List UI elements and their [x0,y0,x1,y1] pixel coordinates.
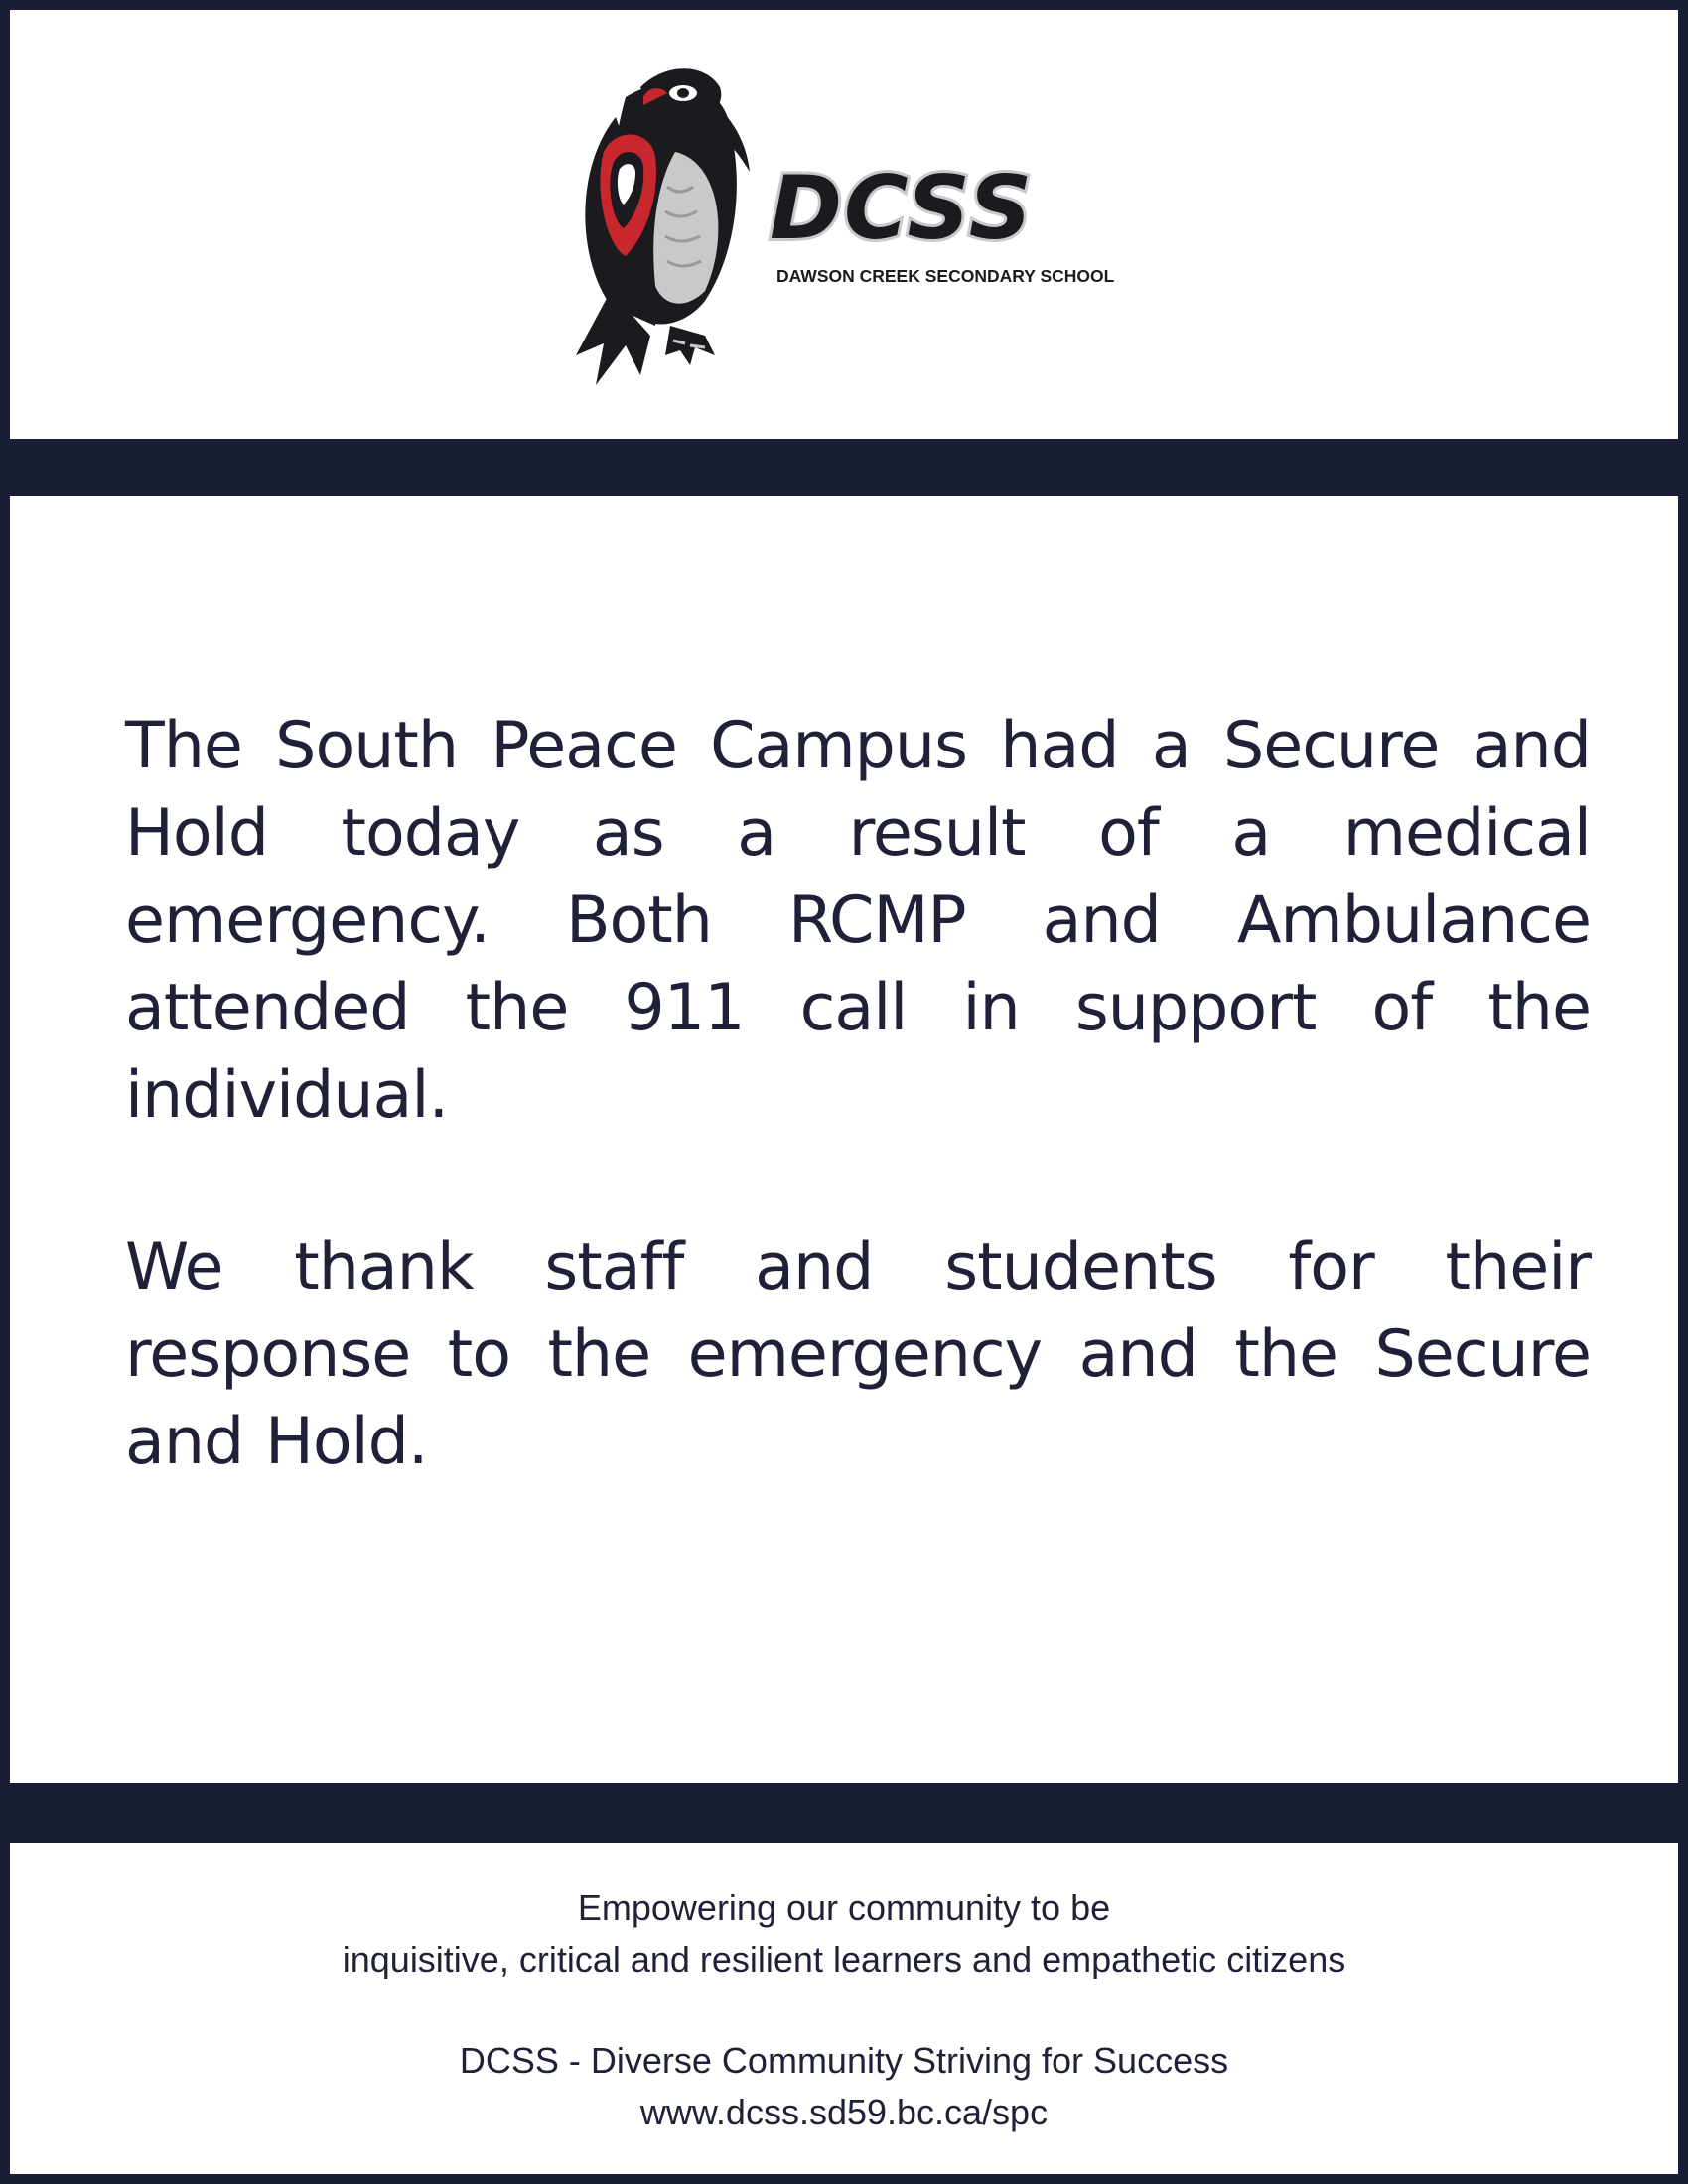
notice-paragraph: The South Peace Campus had a Secure and Hold today as a result of a medical emergency. Both RCMP and Ambulance attended the 911 call in support of the individual. [125,709,1591,1133]
header-panel [10,10,1678,439]
footer-url: www.dcss.sd59.bc.ca/spc [639,2092,1049,2132]
school-logo [556,58,1132,395]
footer-tagline: Empowering our community to be [577,1887,1111,1928]
notice-panel [10,496,1678,1783]
footer-motto: DCSS - Diverse Community Striving for Success [459,2040,1229,2081]
raven-icon [556,58,765,395]
logo-subtitle: DAWSON CREEK SECONDARY SCHOOL [776,266,1115,286]
logo-wordmark: DCSS [770,157,1035,259]
footer-panel [10,1843,1678,2174]
notice-paragraph: We thank staff and students for their response to the emergency and the Secure and Hold. [125,1230,1591,1479]
footer-tagline: inquisitive, critical and resilient learners and empathetic citizens [342,1939,1346,1979]
